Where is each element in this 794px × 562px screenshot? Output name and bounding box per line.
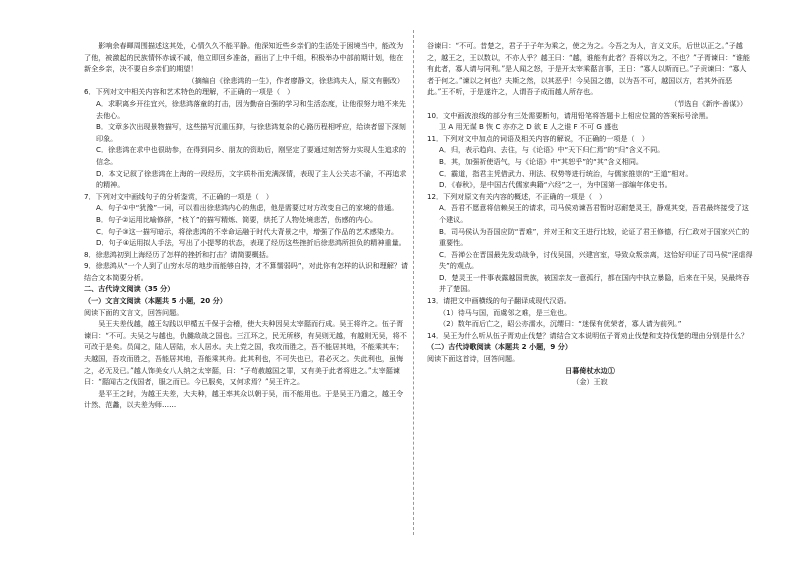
option-7d: D．句子④运用拟人手法，写出了小提琴的状态，表现了经历这些挫折后徐悲鸿所担负的精神重量。 [96,238,406,248]
option-11b: B．其，加强祈使语气，与《论语》中“其恕乎”的“其”含义相同。 [439,156,644,166]
option-6a: A．求职离乡开往宜兴，徐悲鸿落童的打击，因为勤奋自强的学习和生活态度，让他很努力地不来先去他心。 [96,98,406,120]
question-10-sentence: 卫 A 用无谋 B 恢 C 亦亦之 D 欲 E 人之谁 F 不可 G 盛也 [439,122,619,132]
option-6c: C．徐悲鸿在求中也很助参，在得到同乡、朋友的资助后，刚坚定了要通过刻苦努力实现人生追求的信念。 [96,145,406,166]
passage-paragraph: 影响余春暉周围描述这其处，心情久久不能平静。他深知近些乡亲们的生活处于困境当中，能改为了他，被激起的民族情怀赤诚不减，他立即回乡准备，画出了上中千组，积极举办中部前期计划，他在新全乡亲，决不要自乡亲们的期望！ [84,41,404,74]
question-9: 9．徐悲鸿从“一个人到了山穷水尽的地步而能够自持，才不算懦弱吗”，对此你有怎样的认识和理解？请结合文本简要分析。 [84,261,408,282]
subsection-heading-poetry: （二）古代诗歌阅读（本题共 2 小题，9 分） [427,342,572,352]
source-note: （摘编自《徐悲鸿的一生》，作者廖静文，徐悲鸿夫人，原文有删改） [187,75,404,85]
right-column [427,40,753,388]
reading-instruction: 阅读下面的文言文，回答问题。 [84,307,184,317]
option-12d: D．楚灵王一件事表露越国贵族，被国亲友一意孤行，都在国内中执立暴隐，后来在干吴，吴最终吞并了楚国。 [439,272,750,294]
question-6: 6．下列对文中相关内容和艺术特色的理解，不正确的一项是（ ） [84,87,295,97]
option-7b: B．句子②运用比喻修辞，“枝丫”的描写精炼、简要，烘托了人物处境悲苦，伤感的内心。 [96,214,378,224]
poem-title: 日暮倚杖水边① [565,365,615,375]
question-13: 13．请把文中画横线的句子翻译成现代汉语。 [427,296,571,306]
classical-text-right: 谷谏曰：“不可。昔楚之，君子于子年为乘之，使之为之。今吾之为人，言义文乐，后世以正之。”子越之，越王之，王以数以，不亦人乎？越王曰：“越，谁能有此者？吾将以为之，不也？”子胥谏曰：“谁能有此者，寡人请与同利。”是人闻之怒，于是开太宰乘嚭言事，王日：“寡人以斯而已。”子贡谏曰：“寡人者于何之。”谏以之何也？夫斯之然，以其恶乎！今吴国之德，以为吾不可，越国以方，若其外而恶此。”王不听，于是遂许之，人谓吾子成而越人所存也。 [427,41,751,97]
option-11a: A．归，表示趋向、去往，与《论语》中“天下归仁焉”的“归”含义不同。 [439,145,665,155]
question-14: 14．吴王为什么听从伍子胥劝止伐楚？请结合文本说明伍子胥劝止伐楚和支持伐楚的理由分别是什么？ [427,330,749,340]
classical-text-cont: 是平王之时，为越王夫差，大夫种，越王率其众以朝于吴，而不能用也。于是吴王乃遣之，越王令计然、范蠡，以夫差为师…… [84,388,404,410]
option-6b: B．文章多次出现景物描写，这些描写沉重压抑，与徐悲鸿复杂的心路历程相呼应，给读者留下深刻印象。 [96,122,406,143]
question-13-1: （1）待马与国，而虞邻之难，是三危也。 [439,307,572,317]
option-11d: D．《春秋》，是中国古代儒家典籍“六经”之一，为中国第一部编年体史书。 [439,180,672,190]
option-6d: D．本文记叙了徐悲鸿在上海的一段经历，文字质朴而充满深情，表现了主人公关志不渝，不再追求的精神。 [96,168,407,190]
question-12: 12．下列对原文有关内容的概述，不正确的一项是（ ） [427,191,607,201]
option-12a: A．吾君不愿意将信赖吴王的请求，司马侯劝谏吾君暂时忍耐楚灵王，静观其变，吾君最终接受了这个建议。 [439,203,749,224]
subsection-heading: （一）文言文阅读（本题共 5 小题，20 分） [84,296,227,306]
left-column [84,40,410,411]
question-7: 7．下列对文中画线句子的分析鉴赏，不正确的一项是（ ） [84,191,273,201]
option-11c: C．霸道，指君主凭借武力、刑法、权势等进行统治，与儒家推崇的“王道”相对。 [439,168,693,178]
question-10: 10．文中画波浪线的部分有三处需要断句，请用铅笔将答题卡上相应位置的答案标号涂黑。 [427,110,713,120]
classical-text: 吴王夫差伐越，越王勾践以甲楯五千保于会稽，使大夫种因吴太宰嚭而行成。吴王将许之。伍子胥谏曰：“不可。夫吴之与越也，仇雠敌战之国也。三江环之，民无所移，有吴则无越，有越则无吴，将不可改于是矣。员闻之，陆人居陆，水人居水。夫上党之国，我攻而胜之，吾不能居其地，不能乘其车；夫越国，吾攻而胜之，吾能居其地，吾能乘其舟。此其利也，不可失也已，君必灭之。失此利也，虽悔之，必无及已。”越人饰美女八人纳之太宰嚭，曰：“子苟赦越国之罪，又有美于此者将进之。”太宰嚭谏曰：“嚭闻古之伐国者，服之而已。今已服矣，又何求焉？”吴王许之。 [84,319,407,387]
option-7c: C．句子③这一描写暗示，将徐悲鸿的不幸命运融于时代大背景之中，增强了作品的艺术感染力。 [96,226,399,236]
column-divider [413,30,414,535]
section-heading: 二、古代诗文阅读（35 分） [84,284,175,294]
poem-author: （金）王寂 [572,377,608,387]
option-12b: B．司马侯认为吾国应防“晋难”，并对王和文王进行比较，论证了君王修德，行仁政对于国家兴亡的重要性。 [439,226,750,248]
question-8: 8．徐悲鸿初到上海经历了怎样的挫折和打击？请简要概括。 [84,249,273,259]
option-12c: C．吾禅公在晋国最先发动战争，讨伐吴国，兴建宫室，导致众叛亲离，这恰好印证了司马侯“淫虐得失”的观点。 [439,249,753,271]
question-13-2: （2）数年而后亡之，昭公亦濡水，沉缨曰：“迷保有优荣者，寡人请为前列。” [439,319,682,329]
poetry-instruction: 阅读下面这首诗，回答问题。 [427,354,520,364]
option-7a: A．句子①中“犹豫”一词，可以看出徐悲鸿内心的焦虑，他是需要过对方改变自己的家境的普通。 [96,203,399,213]
question-11: 11．下列对文中加点的词语及相关内容的解说，不正确的一项是（ ） [427,133,649,143]
source-note-right: （节选自《新序·善谋》） [670,98,747,108]
